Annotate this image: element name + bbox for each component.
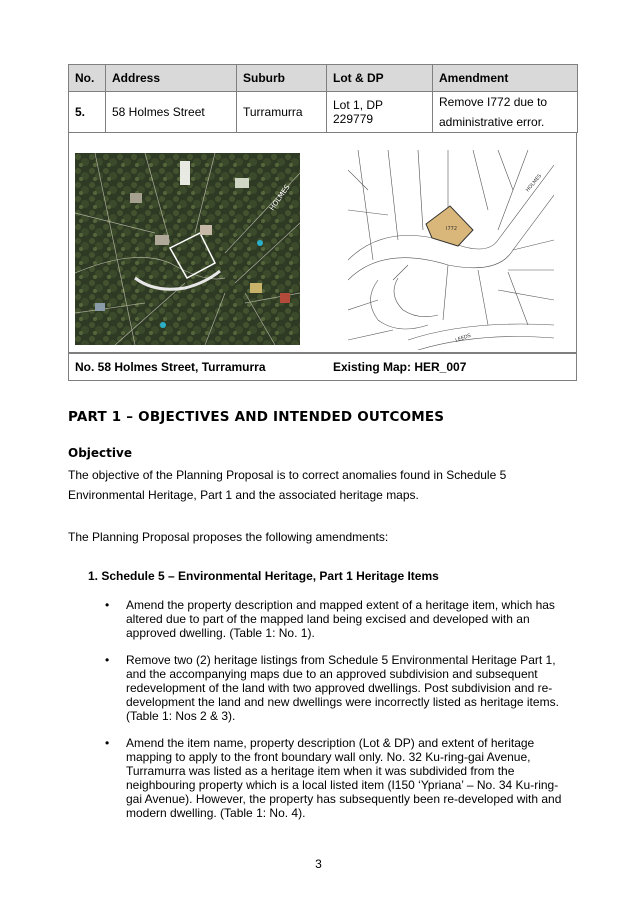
bullet-line: Amend the item name, property description (Lot & DP) and extent of heritage [126, 736, 535, 750]
cell-amendment [433, 92, 578, 133]
bullet-line: Remove two (2) heritage listings from Schedule 5 Environmental Heritage Part 1, [126, 653, 556, 667]
objective-line-1: The objective of the Planning Proposal is to correct anomalies found in Schedule 5 [68, 468, 507, 482]
amendment-table [68, 64, 578, 133]
part-heading: PART 1 – OBJECTIVES AND INTENDED OUTCOMES [68, 409, 445, 425]
bullet-line: mapping to apply to the front boundary wall only. No. 32 Ku-ring-gai Avenue, [126, 750, 531, 764]
proposes-paragraph: The Planning Proposal proposes the following amendments: [68, 530, 389, 544]
cell-address: 58 Holmes Street [106, 92, 237, 133]
bullet-line: redevelopment of the land with two approved dwellings. Post subdivision and re- [126, 681, 553, 695]
bullet-line: Amend the property description and mapped extent of a heritage item, which has [126, 598, 555, 612]
bullet-line: altered due to part of the mapped land being excised and developed with an [126, 612, 530, 626]
table-header-row [69, 65, 578, 92]
street-label-holmes: HOLMES [524, 173, 544, 194]
map-caption-row [68, 353, 577, 381]
header-lot-dp: Lot & DP [327, 65, 433, 92]
aerial-photo [75, 153, 300, 345]
bullet-line: (Table 1: Nos 2 & 3). [126, 709, 236, 723]
bullet-icon: • [105, 598, 110, 612]
header-suburb: Suburb [237, 65, 327, 92]
bullet-text [126, 736, 566, 820]
bullet-line: Turramurra was listed as a heritage item when it was subdivided from the [126, 764, 515, 778]
street-label-leeds: LEEDS [454, 332, 472, 344]
page-number: 3 [315, 857, 322, 871]
bullet-line: development the land and new dwellings were incorrectly listed as heritage items. [126, 695, 559, 709]
heritage-item-label: I772 [446, 226, 458, 232]
bullet-line: and the accompanying maps due to an approved subdivision and subsequent [126, 667, 538, 681]
bullet-icon: • [105, 653, 110, 667]
cell-lot-dp: Lot 1, DP 229779 [327, 92, 433, 133]
map-caption-address: No. 58 Holmes Street, Turramurra [75, 360, 266, 374]
header-amendment: Amendment [433, 65, 578, 92]
aerial-street-label: HOLMES [268, 183, 292, 213]
bullet-line: modern dwelling. (Table 1: No. 4). [126, 806, 306, 820]
amendment-line-1: Remove I772 due to [439, 95, 548, 109]
objective-paragraph [68, 465, 568, 505]
bullet-line: neighbouring property which is a local listed item (I150 ‘Ypriana’ – No. 34 Ku-ring- [126, 778, 559, 792]
objective-heading: Objective [68, 446, 132, 460]
bullet-line: approved dwelling. (Table 1: No. 1). [126, 626, 315, 640]
cell-no: 5. [69, 92, 106, 133]
header-address: Address [106, 65, 237, 92]
header-no: No. [69, 65, 106, 92]
bullet-line: gai Avenue). However, the property has subsequently been re-developed with and [126, 792, 562, 806]
map-caption-existing: Existing Map: HER_007 [333, 360, 467, 374]
table-row [69, 92, 578, 133]
bullet-text [126, 653, 566, 723]
cell-suburb: Turramurra [237, 92, 327, 133]
amendment-line-2: administrative error. [439, 115, 545, 129]
schedule-heading: 1. Schedule 5 – Environmental Heritage, Part 1 Heritage Items [88, 569, 439, 583]
heritage-line-map [348, 150, 554, 350]
bullet-text [126, 598, 566, 640]
objective-line-2: Environmental Heritage, Part 1 and the associated heritage maps. [68, 488, 419, 502]
bullet-icon: • [105, 736, 110, 750]
